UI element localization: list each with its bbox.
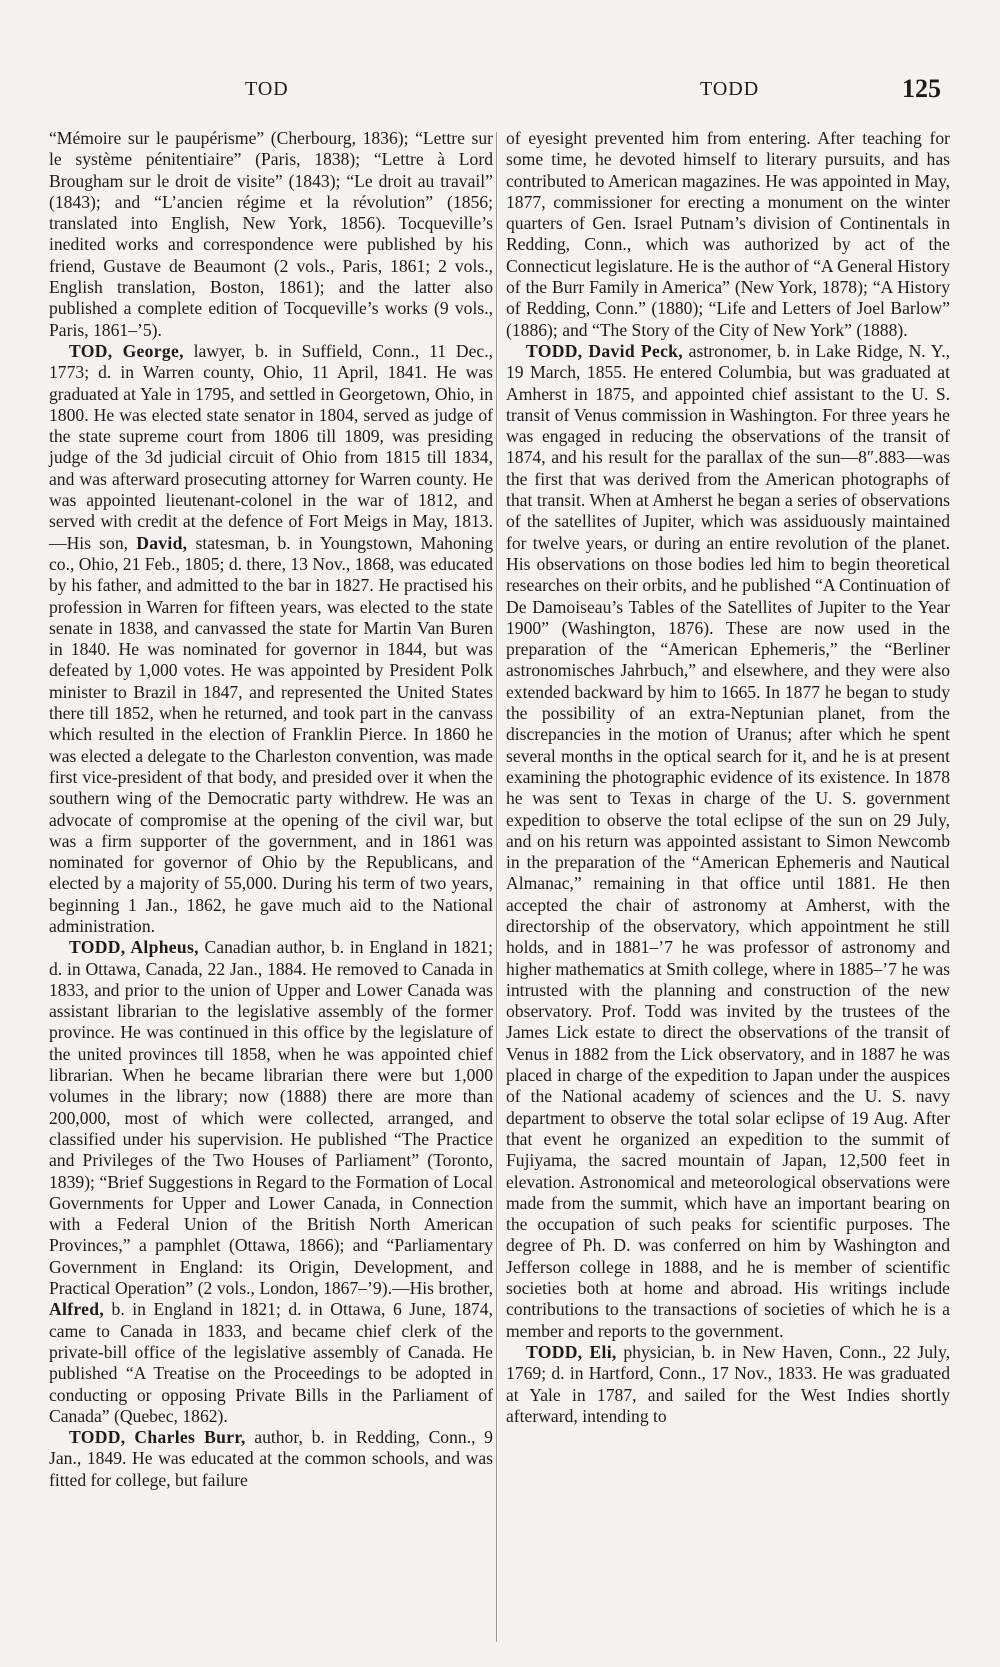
entry-headword: TODD, Alpheus, — [69, 937, 199, 958]
entry-headword: TODD, Eli, — [526, 1341, 617, 1362]
tocqueville-continuation: “Mémoire sur le paupérisme” (Cherbourg, 1836); “Lettre sur le système pénitentiaire” (Paris, 1838); “Lettre à Lord Brougham sur le droit de visite” (1843); “Le droit au travail” (1843); and “L’ancien régime et la révolution” (1856; translated into English, New York, 1856). Tocqueville’s inedited works and correspondence were published by his friend, Gustave de Beaumont (2 vols., Paris, 1861; 2 vols., English translation, Boston, 1861); and the latter also published a complete edition of Tocqueville’s works (9 vols., Paris, 1861–’5). — [49, 128, 493, 340]
right-running-title: TODD — [700, 78, 760, 100]
entry-todd-alpheus — [49, 937, 493, 1427]
entry-tod-george — [49, 341, 493, 937]
entry-subheadword: David, — [136, 532, 188, 553]
entry-todd-charles-burr — [49, 1427, 493, 1491]
entry-text: author, b. in Redding, Conn., 9 Jan., 1849. He was educated at the common schools, and was fitted for college, but failure — [49, 1427, 493, 1490]
entry-text: statesman, b. in Youngstown, Mahoning co., Ohio, 21 Feb., 1805; d. there, 13 Nov., 1868, was educated by his father, and admitted to the bar in 1827. He practised his profession in Warren for fifteen years, was elected to the state senate in 1838, and canvassed the state for Martin Van Buren in 1840. He was nominated for governor in 1844, but was defeated by 1,000 votes. He was appointed by President Polk minister to Brazil in 1847, and represented the United States there till 1852, when he returned, and took part in the canvass which resulted in the election of Franklin Pierce. In 1860 he was elected a delegate to the Charleston convention, was made first vice-president of that body, and presided over it when the southern wing of the Democratic party withdrew. He was an advocate of compromise at the opening of the civil war, but was a firm supporter of the government, and in 1861 was nominated for governor of Ohio by the Republicans, and elected by a majority of 55,000. During his term of two years, beginning 1 Jan., 1862, he gave much aid to the National administration. — [49, 532, 494, 936]
entry-headword: TOD, George, — [69, 340, 184, 361]
column-divider — [496, 132, 497, 1642]
right-column — [506, 128, 950, 1427]
entry-headword: TODD, David Peck, — [526, 340, 683, 361]
entry-text: lawyer, b. in Suffield, Conn., 11 Dec., 1773; d. in Warren county, Ohio, 11 April, 1841. He was graduated at Yale in 1795, and settled in Georgetown, Ohio, in 1800. He was elected state senator in 1804, served as judge of the state supreme court from 1806 till 1809, was presiding judge of the 3d judicial circuit of Ohio from 1815 till 1834, and was afterward prosecuting attorney for Warren county. He was appointed lieutenant-colonel in the war of 1812, and served with credit at the defence of Fort Meigs in May, 1813.—His son, — [49, 340, 493, 553]
entry-subheadword: Alfred, — [49, 1299, 105, 1320]
entry-text: b. in England in 1821; d. in Ottawa, 6 June, 1874, came to Canada in 1833, and became chief clerk of the private-bill office of the legislative assembly of Canada. He published “A Treatise on the Proceedings to be adopted in conducting or opposing Private Bills in the Parliament of Canada” (Quebec, 1862). — [49, 1299, 493, 1426]
entry-text: Canadian author, b. in England in 1821; d. in Ottawa, Canada, 22 Jan., 1884. He removed to Canada in 1833, and prior to the union of Upper and Lower Canada was assistant librarian to the legislative assembly of the former province. He was continued in this office by the legislature of the united provinces till 1858, when he was appointed chief librarian. When he became librarian there were but 1,000 volumes in the library; now (1888) there are more than 200,000, most of which were collected, arranged, and classified under his supervision. He published “The Practice and Privileges of the Two Houses of Parliament” (Toronto, 1839); “Brief Suggestions in Regard to the Formation of Local Governments for Upper and Lower Canada, in Connection with a Federal Union of the British North American Provinces,” a pamphlet (Ottawa, 1866); and “Parliamentary Government in England: its Origin, Development, and Practical Operation” (2 vols., London, 1867–’9).—His brother, — [49, 937, 493, 1299]
entry-text: astronomer, b. in Lake Ridge, N. Y., 19 March, 1855. He entered Columbia, but was graduated at Amherst in 1875, and appointed chief assistant to the U. S. transit of Venus commission in Washington. For three years he was engaged in reducing the observations of the transit of 1874, and his result for the parallax of the sun—8″.883—was the first that was derived from the American photographs of that transit. When at Amherst he began a series of observations of the satellites of Jupiter, which was assiduously maintained for twelve years, or during an entire revolution of the planet. His observations on those bodies led him to begin theoretical researches on their orbits, and he published “A Continuation of De Damoiseau’s Tables of the Satellites of Jupiter to the Year 1900” (Washington, 1876). These are now used in the preparation of the “American Ephemeris,” the “Berliner astronomisches Jahrbuch,” and elsewhere, and they were also extended backward by him to 1665. In 1877 he began to study the possibility of an extra-Neptunian planet, from the discrepancies in the motion of Uranus; after which he spent several months in the optical search for it, and he is at present examining the photographic evidence of its existence. In 1878 he was sent to Texas in charge of the U. S. government expedition to observe the total eclipse of the sun on 29 July, and on his return was appointed assistant to Simon Newcomb in the preparation of the “American Ephemeris and Nautical Almanac,” remaining in that office until 1881. He then accepted the chair of astronomy at Amherst, with the directorship of the observatory, which appointment he still holds, and in 1881–’7 he was professor of astronomy and higher mathematics at Smith college, where in 1885–’7 he was intrusted with the planning and construction of the new observatory. Prof. Todd was invited by the trustees of the James Lick estate to direct the observations of the transit of Venus in 1882 from the Lick observatory, and in 1887 he was placed in charge of the expedition to Japan under the auspices of the National academy of sciences and the U. S. navy department to observe the total solar eclipse of 19 Aug. After that event he organized an expedition to the summit of Fujiyama, the sacred mountain of Japan, 12,500 feet in elevation. Astronomical and meteorological observations were made from the summit, which have an important bearing on the occupation of such peaks for scientific purposes. The degree of Ph. D. was conferred on him by Washington and Jefferson college in 1888, and he is member of scientific societies both at home and abroad. His writings include contributions to the transactions of societies of which he is a member and reports to the government. — [506, 340, 950, 1341]
left-running-title: TOD — [245, 78, 289, 100]
entry-todd-eli — [506, 1342, 950, 1427]
entry-headword: TODD, Charles Burr, — [69, 1427, 246, 1448]
left-column — [49, 128, 493, 1491]
entry-text: physician, b. in New Haven, Conn., 22 July, 1769; d. in Hartford, Conn., 17 Nov., 1833. He was graduated at Yale in 1787, and sailed for the West Indies shortly afterward, intending to — [506, 1341, 950, 1426]
todd-charles-burr-continuation: of eyesight prevented him from entering. After teaching for some time, he devoted himself to literary pursuits, and has contributed to American magazines. He was appointed in May, 1877, commissioner for erecting a monument on the winter quarters of Gen. Israel Putnam’s division of Continentals in Redding, Conn., which was authorized by act of the Connecticut legislature. He is the author of “A General History of the Burr Family in America” (New York, 1878); “A History of Redding, Conn.” (1880); “Life and Letters of Joel Barlow” (1886); and “The Story of the City of New York” (1888). — [506, 128, 950, 340]
running-header — [0, 74, 1000, 108]
entry-todd-david-peck — [506, 341, 950, 1342]
page-number: 125 — [902, 74, 941, 103]
